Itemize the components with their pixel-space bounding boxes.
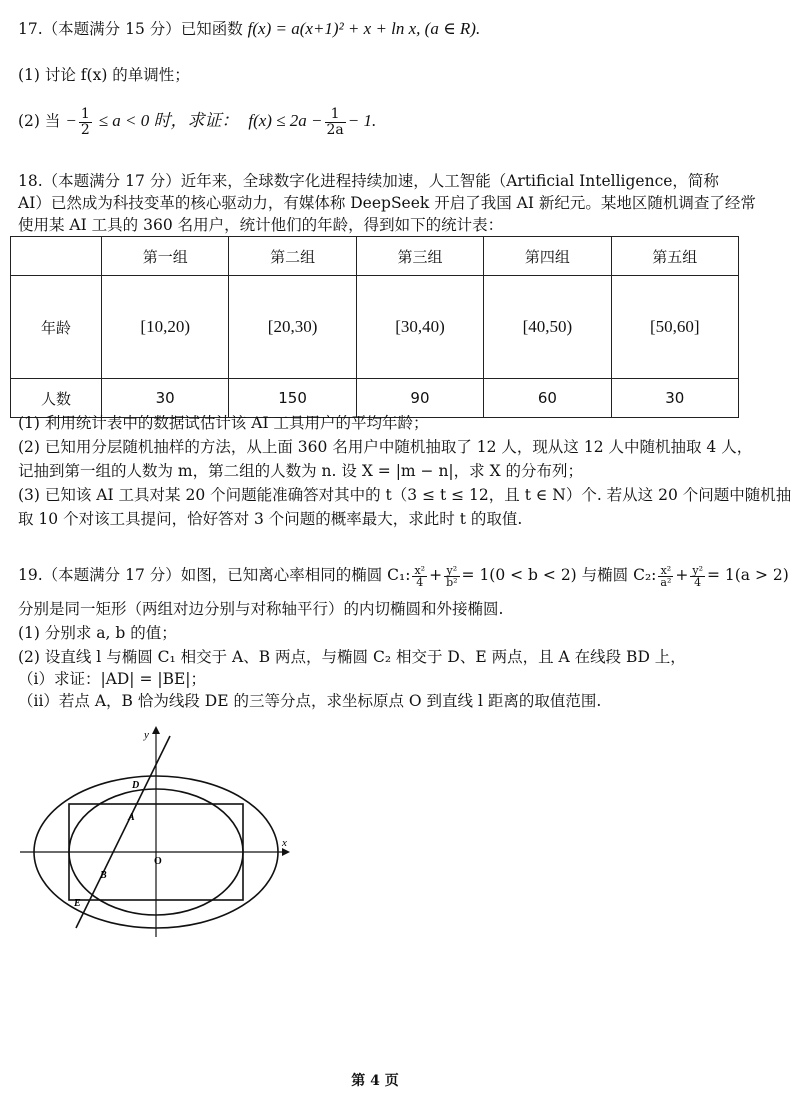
table-cell: 150 (229, 379, 356, 418)
q19-part2-ii: （ii）若点 A，B 恰为线段 DE 的三等分点，求坐标原点 O 到直线 l 距离的取值范围. (18, 692, 602, 710)
table-cell: [20,30) (229, 276, 356, 379)
label-b: B (100, 870, 107, 881)
x-axis-arrow (282, 848, 290, 856)
q19-part1: (1) 分别求 a, b 的值； (18, 624, 177, 642)
q18-line3: 使用某 AI 工具的 360 名用户，统计他们的年龄，得到如下的统计表： (18, 216, 504, 234)
q18-part2-line2: 记抽到第一组的人数为 m，第二组的人数为 n. 设 X = |m − n|，求 X 的分布列； (18, 462, 584, 480)
table-cell: 90 (356, 379, 483, 418)
label-origin: O (154, 856, 162, 867)
table-row-label: 年龄 (11, 276, 102, 379)
label-d: D (132, 780, 140, 791)
table-age-row (11, 276, 739, 379)
label-y: y (144, 729, 149, 741)
label-a: A (128, 812, 135, 823)
table-cell: [30,40) (356, 276, 483, 379)
q19-part2: (2) 设直线 l 与椭圆 C₁ 相交于 A、B 两点，与椭圆 C₂ 相交于 D、E 两点，且 A 在线段 BD 上， (18, 648, 686, 666)
q17-header: 17.（本题满分 15 分）已知函数 f(x) = a(x+1)² + x + ln x, (a ∈ R). (18, 19, 481, 38)
table-row-label: 人数 (11, 379, 102, 418)
label-e: E (74, 898, 81, 909)
q19-line2: 分别是同一矩形（两组对边分别与对称轴平行）的内切椭圆和外接椭圆. (18, 600, 504, 618)
table-cell: [50,60] (611, 276, 738, 379)
table-corner-cell (11, 237, 102, 276)
table-cell: 30 (611, 379, 738, 418)
table-header-cell: 第五组 (611, 237, 738, 276)
q17-function: f(x) = a(x+1)² + x + ln x, (a ∈ R). (247, 19, 481, 38)
q18-line1: 18.（本题满分 17 分）近年来，全球数字化进程持续加速，人工智能（Artificial Intelligence，简称 (18, 172, 719, 190)
table-cell: [10,20) (102, 276, 229, 379)
q18-line2: AI）已然成为科技变革的核心驱动力，有媒体称 DeepSeek 开启了我国 AI 新纪元。某地区随机调查了经常 (18, 194, 756, 212)
page-number: 第 4 页 (351, 1073, 399, 1089)
age-stats-table (10, 236, 739, 418)
label-x: x (282, 837, 287, 849)
q18-part3-line2: 取 10 个对该工具提问，恰好答对 3 个问题的概率最大，求此时 t 的取值. (18, 510, 523, 528)
table-header-row (11, 237, 739, 276)
q19-header: 19.（本题满分 17 分）如图，已知离心率相同的椭圆 C₁: $\frac{\text{x²}}{4}$ + $\frac{\text{y²}}{\text{b²}}$ = 1(0 < b < 2) 与椭圆 C₂: $\frac{\text{x²}}{\text{a²}}$ + $\frac{\text{y²}}{4}$ = 1(a > 2) (18, 563, 789, 589)
table-cell: 60 (484, 379, 611, 418)
ellipse-figure (20, 722, 300, 942)
y-axis-arrow (152, 726, 160, 734)
table-cell: 30 (102, 379, 229, 418)
q18-part2-line1: (2) 已知用分层随机抽样的方法，从上面 360 名用户中随机抽取了 12 人，现从这 12 人中随机抽取 4 人， (18, 438, 753, 456)
table-header-cell: 第一组 (102, 237, 229, 276)
table-cell: [40,50) (484, 276, 611, 379)
q18-part3-line1: (3) 已知该 AI 工具对某 20 个问题能准确答对其中的 t（3 ≤ t ≤ 12，且 t ∈ N）个. 若从这 20 个问题中随机抽 (18, 486, 791, 504)
q17-part1: (1) 讨论 f(x) 的单调性； (18, 66, 190, 84)
table-header-cell: 第三组 (356, 237, 483, 276)
table-header-cell: 第四组 (484, 237, 611, 276)
q18-part1: (1) 利用统计表中的数据试估计该 AI 工具用户的平均年龄； (18, 414, 429, 432)
q19-part2-i: （i）求证：|AD| = |BE|； (18, 670, 207, 688)
q17-part2: (2) 当 − $\frac{1}{2}$ ≤ a < 0 时，求证： f(x) ≤ 2a − $\frac{1}{2a}$ − 1. (18, 105, 377, 138)
table-header-cell: 第二组 (229, 237, 356, 276)
